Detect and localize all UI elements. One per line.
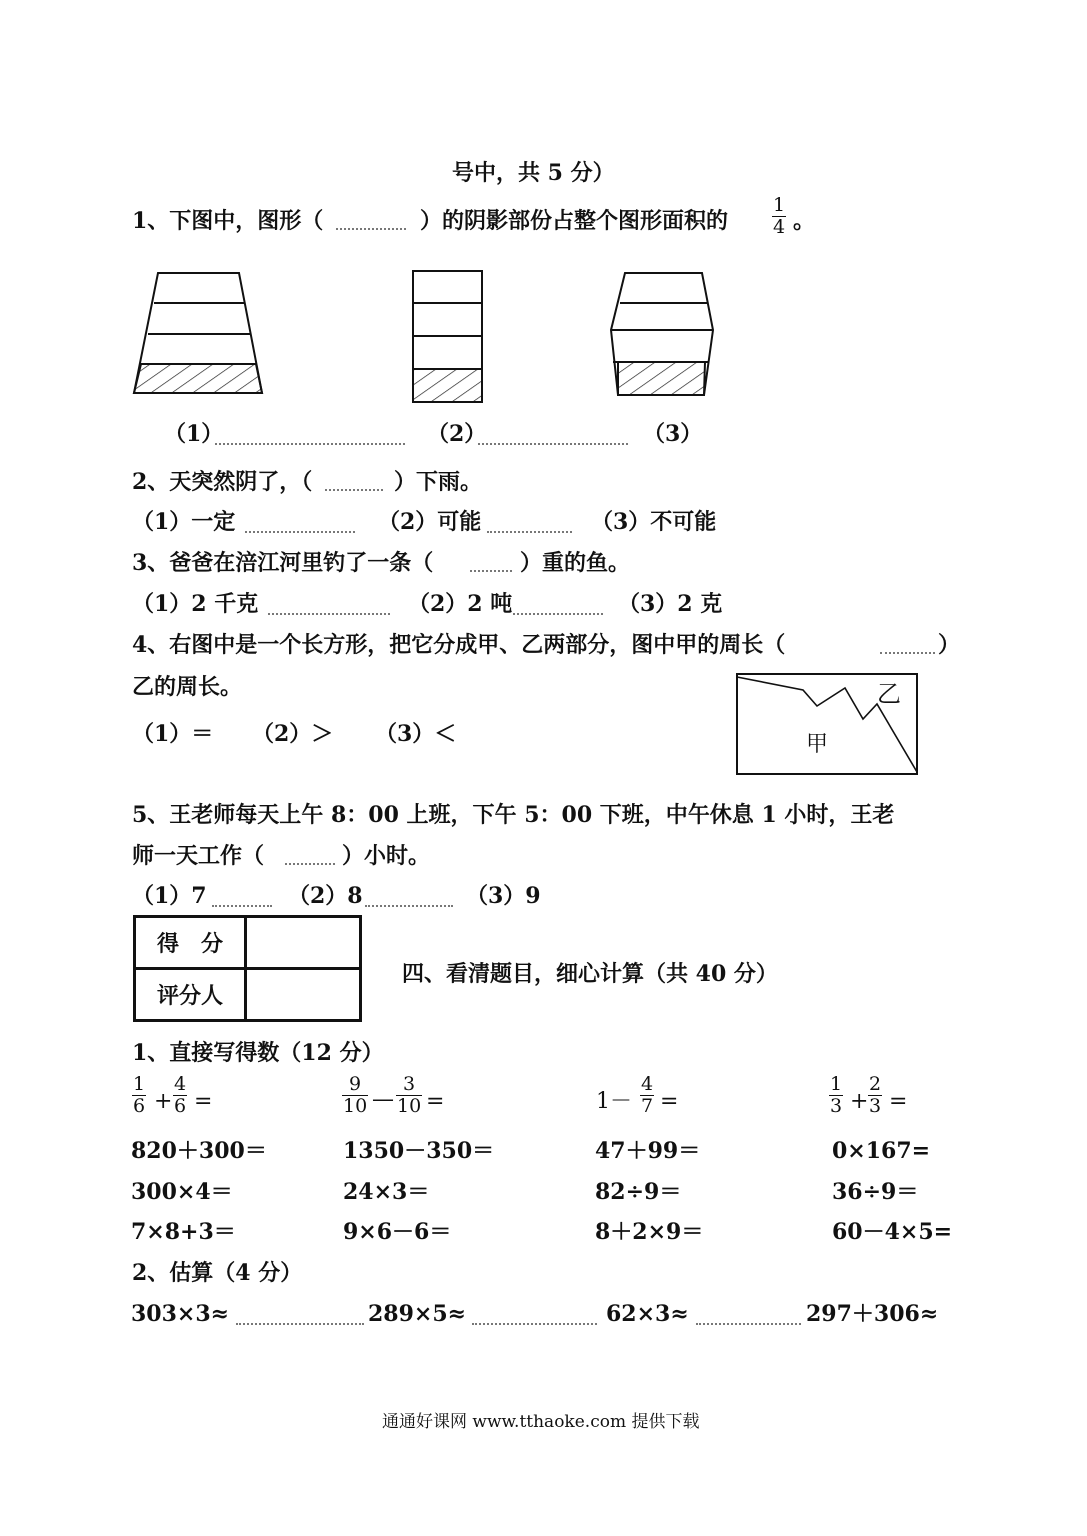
estimate-problem: 303×3≈ bbox=[131, 1301, 230, 1327]
q3-answer-blank[interactable] bbox=[470, 570, 512, 572]
q4-answer-blank[interactable] bbox=[880, 652, 935, 654]
frac-2-b-den: 10 bbox=[397, 1095, 422, 1117]
q4-option-3[interactable]: （3）＜ bbox=[375, 721, 457, 747]
frac-1-a bbox=[132, 1074, 146, 1117]
estimate-problem: 62×3≈ bbox=[606, 1301, 689, 1327]
q4-label-yi: 乙 bbox=[877, 680, 901, 708]
frac-4-b-den: 3 bbox=[869, 1095, 882, 1117]
calc-problem: 0×167= bbox=[832, 1138, 931, 1164]
frac-4-b-num: 2 bbox=[869, 1073, 882, 1095]
frac-2-a bbox=[342, 1074, 368, 1117]
q5-option-2[interactable]: （2）8 bbox=[288, 883, 363, 909]
estimate-dots bbox=[236, 1323, 364, 1325]
frac-4-a-den: 3 bbox=[830, 1095, 843, 1117]
figure-2-dots bbox=[478, 443, 628, 445]
frac-1-b-num: 4 bbox=[174, 1073, 187, 1095]
calc-problem: 36÷9＝ bbox=[832, 1179, 919, 1205]
q5-line-2-b: ）小时。 bbox=[342, 843, 431, 869]
part1-title: 1、直接写得数（12 分） bbox=[132, 1040, 384, 1066]
q5-line-2-a: 师一天工作（ bbox=[132, 843, 265, 869]
calc-problem: 300×4＝ bbox=[131, 1179, 233, 1205]
q4-text-a: 4、右图中是一个长方形，把它分成甲、乙两部分，图中甲的周长（ bbox=[132, 632, 786, 658]
frac-1-a-num: 1 bbox=[133, 1073, 146, 1095]
q5-answer-blank[interactable] bbox=[285, 863, 335, 865]
frac-2-a-num: 9 bbox=[349, 1073, 362, 1095]
frac-2-eq: = bbox=[426, 1089, 445, 1114]
q4-label-jia: 甲 bbox=[806, 732, 829, 757]
calc-problem: 7×8+3＝ bbox=[131, 1219, 236, 1245]
figure-2-rectangle bbox=[413, 271, 482, 402]
footer-text: 通通好课网 www.tthaoke.com 提供下载 bbox=[382, 1412, 700, 1432]
frac-1-a-den: 6 bbox=[133, 1095, 146, 1117]
frac-4-a bbox=[829, 1074, 843, 1117]
q1-figures bbox=[0, 0, 1087, 420]
frac-3-prefix: 1－ bbox=[596, 1089, 632, 1114]
frac-1-b bbox=[173, 1074, 187, 1117]
q1-text-b: ）的阴影部份占整个图形面积的 bbox=[420, 208, 729, 234]
figure-3-shaded-part bbox=[618, 362, 705, 395]
q2-option-1-dots bbox=[245, 531, 355, 533]
figure-3-label: （3） bbox=[643, 421, 703, 447]
figure-1-trapezoid bbox=[134, 273, 262, 393]
frac-3-eq: = bbox=[660, 1089, 679, 1114]
q1-fraction-denominator: 4 bbox=[773, 216, 786, 238]
q2-option-2[interactable]: （2）可能 bbox=[378, 509, 482, 535]
frac-1-eq: = bbox=[194, 1089, 213, 1114]
calc-problem: 24×3＝ bbox=[343, 1179, 430, 1205]
q2-option-3[interactable]: （3）不可能 bbox=[591, 509, 717, 535]
calc-problem: 820＋300＝ bbox=[131, 1138, 267, 1164]
q3-option-1[interactable]: （1）2 千克 bbox=[132, 591, 259, 617]
frac-2-a-den: 10 bbox=[343, 1095, 368, 1117]
figure-3-hexagon bbox=[611, 273, 713, 395]
estimate-dots bbox=[472, 1323, 597, 1325]
score-label: 得 分 bbox=[135, 917, 246, 969]
score-value-cell[interactable] bbox=[246, 917, 361, 969]
score-box bbox=[133, 915, 362, 1022]
q3-option-1-dots bbox=[268, 613, 390, 615]
q2-text-b: ）下雨。 bbox=[394, 469, 483, 495]
q4-option-1[interactable]: （1）＝ bbox=[132, 721, 214, 747]
q2-option-1[interactable]: （1）一定 bbox=[132, 509, 236, 535]
grader-label: 评分人 bbox=[135, 969, 246, 1021]
calc-problem: 47＋99＝ bbox=[595, 1138, 701, 1164]
q4-text-c: 乙的周长。 bbox=[132, 674, 243, 700]
frac-2-b bbox=[396, 1074, 422, 1117]
estimate-problem: 297＋306≈ bbox=[806, 1301, 939, 1327]
frac-2-op: — bbox=[372, 1087, 394, 1112]
figure-1-dots bbox=[215, 443, 405, 445]
frac-4-op: + bbox=[850, 1089, 869, 1114]
q3-option-2-dots bbox=[513, 613, 603, 615]
q3-option-3[interactable]: （3）2 克 bbox=[618, 591, 723, 617]
calc-problem: 82÷9＝ bbox=[595, 1179, 682, 1205]
estimate-dots bbox=[696, 1323, 801, 1325]
frac-1-op: + bbox=[154, 1089, 173, 1114]
figure-2-label: （2） bbox=[427, 421, 487, 447]
frac-4-a-num: 1 bbox=[830, 1073, 843, 1095]
q4-figure bbox=[735, 672, 935, 782]
frac-3-b bbox=[640, 1074, 654, 1117]
q1-fraction-numerator: 1 bbox=[773, 194, 786, 216]
calc-problem: 1350－350＝ bbox=[343, 1138, 495, 1164]
q3-option-2[interactable]: （2）2 吨 bbox=[408, 591, 513, 617]
q3-text-b: ）重的鱼。 bbox=[520, 550, 631, 576]
q1-text-a: 1、下图中，图形（ bbox=[132, 208, 324, 234]
section-4-title: 四、看清题目，细心计算（共 40 分） bbox=[402, 961, 778, 987]
q2-option-2-dots bbox=[487, 531, 572, 533]
frac-2-b-num: 3 bbox=[403, 1073, 416, 1095]
frac-3-b-num: 4 bbox=[641, 1073, 654, 1095]
section-title-fragment: 号中，共 5 分） bbox=[452, 160, 615, 186]
q4-option-2[interactable]: （2）＞ bbox=[252, 721, 334, 747]
q5-option-2-dots bbox=[365, 905, 453, 907]
q2-text-a: 2、天突然阴了，（ bbox=[132, 469, 313, 495]
frac-1-b-den: 6 bbox=[174, 1095, 187, 1117]
calc-problem: 8＋2×9＝ bbox=[595, 1219, 704, 1245]
q2-answer-blank[interactable] bbox=[325, 489, 383, 491]
frac-3-b-den: 7 bbox=[641, 1095, 654, 1117]
part2-title: 2、估算（4 分） bbox=[132, 1260, 303, 1286]
q5-option-3[interactable]: （3）9 bbox=[466, 883, 541, 909]
q5-line-1: 5、王老师每天上午 8：00 上班，下午 5：00 下班，中午休息 1 小时，王老 bbox=[132, 802, 895, 828]
q3-text-a: 3、爸爸在涪江河里钓了一条（ bbox=[132, 550, 434, 576]
frac-4-eq: = bbox=[889, 1089, 908, 1114]
q5-option-1[interactable]: （1）7 bbox=[132, 883, 207, 909]
estimate-problem: 289×5≈ bbox=[368, 1301, 467, 1327]
calc-problem: 60－4×5= bbox=[832, 1219, 953, 1245]
frac-4-b bbox=[868, 1074, 882, 1117]
q1-text-c: 。 bbox=[793, 208, 816, 234]
figure-1-label: （1） bbox=[164, 421, 224, 447]
q5-option-1-dots bbox=[212, 905, 272, 907]
grader-value-cell[interactable] bbox=[246, 969, 361, 1021]
calc-problem: 9×6－6＝ bbox=[343, 1219, 452, 1245]
q4-text-b: ） bbox=[938, 632, 961, 658]
figure-2-shaded-part bbox=[413, 369, 482, 402]
figure-1-shaded-part bbox=[134, 364, 262, 393]
